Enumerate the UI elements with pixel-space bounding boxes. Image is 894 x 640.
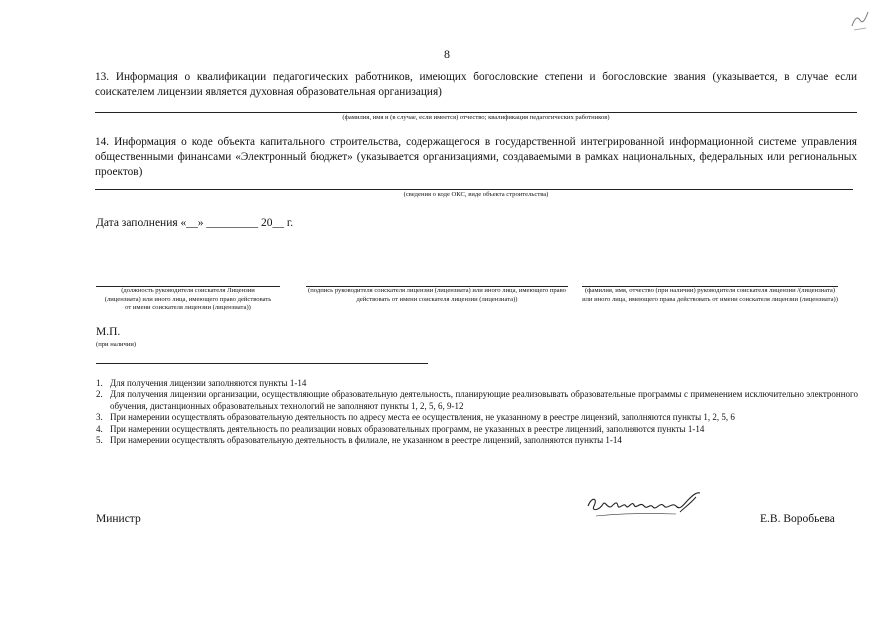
notes-list	[96, 378, 858, 446]
handwritten-signature	[584, 488, 708, 522]
section-13-caption: (фамилия, имя и (в случае, если имеется) отчество; квалификация педагогических работников)	[342, 114, 610, 121]
page-number: 8	[444, 47, 450, 61]
stamp-label: М.П.	[96, 326, 121, 338]
minister-title: Министр	[96, 513, 141, 525]
minister-name: Е.В. Воробьева	[760, 513, 835, 525]
note-item: 4. При намерении осуществлять деятельность по реализации новых образовательных программ, не указанных в реестре лицензий, заполняются пункты 1-14	[96, 423, 705, 434]
note-item: 2. Для получения лицензии организации, осуществляющие образовательную деятельность, планирующие реализовывать образовательные программы с применением исключительно электронного обучения, дистанционных образовательных технологий не заполняют пункты 1, 2, 5, 6, 9-12	[96, 389, 858, 411]
note-item: 3. При намерении осуществлять образовательную деятельность по адресу места ее осуществления, не указанному в реестре лицензий, заполняются пункты 1, 2, 5, 6	[96, 412, 735, 423]
section-14-text: 14. Информация о коде объекта капитального строительства, содержащегося в государственной интегрированной информационной системе управления общественными финансами «Электронный бюджет» (указывается организациями, создаваемыми в рамках национальных, федеральных или региональных проектов)	[95, 136, 857, 178]
fill-date[interactable]: Дата заполнения «__» _________ 20__ г.	[96, 217, 294, 229]
position-caption: (должность руководителя соискателя Лицензии (лицензиата) или иного лица, имеющего право действовать от имени соискателя лицензии (лицензиата))	[104, 287, 272, 311]
footnote-divider	[96, 363, 428, 364]
note-item: 5. При намерении осуществлять образовательную деятельность в филиале, не указанном в реестре лицензий, заполняются пункты 1-14	[96, 435, 622, 446]
section-13-text: 13. Информация о квалификации педагогических работников, имеющих богословские степени и богословские звания (указывается, в случае если соискателем лицензии является духовная образовательная организация)	[95, 71, 857, 98]
section-14-fill-line[interactable]	[95, 189, 853, 190]
note-item: 1. Для получения лицензии заполняются пункты 1-14	[96, 378, 307, 388]
corner-mark-icon	[848, 8, 872, 34]
signature-caption: (подпись руководителя соискателя лицензии (лицензиата) или иного лица, имеющего право действовать от имени соискателя лицензии (лицензиата))	[308, 287, 566, 303]
full-name-caption: (фамилия, имя, отчество (при наличии) руководителя соискателя лицензии /(лицензиата) или иного лица, имеющего права действовать от имени соискателя лицензии (лицензиата))	[582, 287, 838, 303]
stamp-note: (при наличии)	[96, 341, 137, 348]
section-13-fill-line[interactable]	[95, 112, 857, 113]
section-14-caption: (сведения о коде ОКС, виде объекта строительства)	[403, 191, 549, 198]
